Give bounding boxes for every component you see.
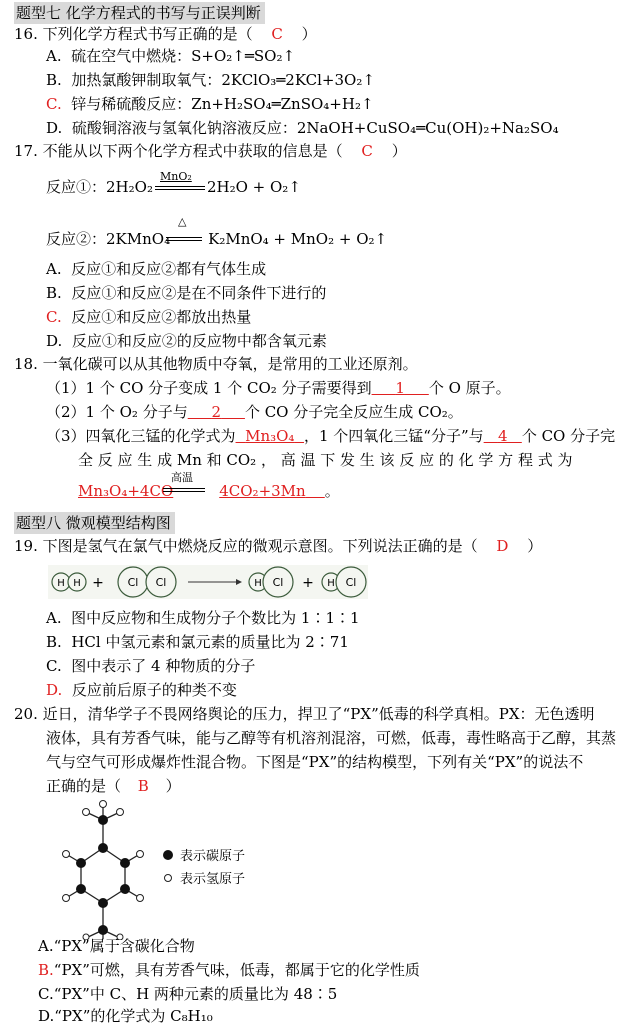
option-label: D. [46,332,63,350]
plus-sign: + [302,575,314,591]
q18-p2-post: 个 CO 分子完全反应生成 CO₂。 [244,403,463,421]
q19-stem-text: 19. 下图是氢气在氯气中燃烧反应的微观示意图。下列说法正确的是（ [14,537,478,555]
option-text: 反应①和反应②都有气体生成 [71,260,267,278]
q18-equation [78,480,340,501]
q18-eq-right: 4CO₂+3Mn [219,482,306,500]
q16-option-b [46,70,375,90]
q18-eq-end: 。 [324,482,340,500]
q18-p3-answer-1 [236,427,304,445]
carbon-legend-marker [163,850,173,860]
q18-part-2 [46,402,463,422]
reaction-2-condition: △ [178,215,187,228]
q19-stem [14,536,542,556]
option-text: “PX”的化学式为 C₈H₁₀ [54,1007,213,1025]
section-title-7: 题型七 化学方程式的书写与正误判断 [14,2,265,24]
reaction-2-right: K₂MnO₄ + MnO₂ + O₂↑ [208,230,388,248]
option-text: “PX”属于含碳化合物 [53,937,195,955]
q19-reaction-diagram [46,562,376,602]
q18-eq-left: Mn₃O₄+4CO [78,482,174,500]
q16-close: ） [301,25,317,43]
option-label: A. [38,937,54,955]
option-label: A. [46,609,62,627]
q18-p3-line2: 全 反 应 生 成 Mn 和 CO₂ ， 高 温 下 发 生 该 反 应 的 化 学 方 程 式 为 [78,451,573,469]
h-label: H [57,578,65,589]
q17-close: ） [391,142,407,160]
q20-option-a [38,936,195,956]
legend [163,848,245,887]
q20-close: ） [165,777,181,795]
q19-option-b [46,632,349,652]
q18-p1-post: 个 O 原子。 [428,379,511,397]
q20-answer: B [137,777,149,795]
q18-p2-pre: （2）1 个 O₂ 分子与 [46,403,188,421]
q18-p1-answer-text: 1 [395,379,405,397]
cl-label: Cl [155,576,167,589]
reaction-1-right: 2H₂O + O₂↑ [206,178,301,196]
cl-label: Cl [272,576,284,589]
q18-p3-answer-2 [484,427,522,445]
section-title-8: 题型八 微观模型结构图 [14,512,175,534]
q19-option-c [46,656,255,676]
q18-part-1 [46,378,511,398]
option-text: 锌与稀硫酸反应：Zn+H₂SO₄═ZnSO₄+H₂↑ [71,95,374,113]
option-text: HCl 中氢元素和氯元素的质量比为 2∶71 [71,633,349,651]
option-text: 反应①和反应②是在不同条件下进行的 [71,284,327,302]
q16-option-a [46,46,295,66]
q17-stem-text: 17. 不能从以下两个化学方程式中获取的信息是（ [14,142,343,160]
reaction-2 [46,228,387,249]
q18-p2-answer [188,403,245,421]
q17-answer: C [361,142,373,160]
reaction-2-left: 2KMnO₄ [106,230,171,248]
q17-option-a [46,259,266,279]
q18-p3-post: 个 CO 分子完 [521,427,616,445]
option-label: A. [46,260,62,278]
q16-answer: C [271,25,283,43]
q20-line-2: 液体，具有芳香气味，能与乙醇等有机溶剂混溶，可燃，低毒，毒性略高于乙醇，其蒸 [46,729,617,747]
q18-eq-pad [306,482,325,500]
q20-option-d [38,1006,213,1026]
q19-option-a [46,608,360,628]
option-text: 图中表示了 4 种物质的分子 [71,657,256,675]
q20-option-c [38,984,337,1004]
q16-stem [14,24,317,44]
option-label: A. [46,47,62,65]
h-label: H [327,578,335,589]
q18-p1-pre: （1）1 个 CO 分子变成 1 个 CO₂ 分子需要得到 [46,379,372,397]
q18-p1-answer [372,379,429,397]
option-text: 反应①和反应②都放出热量 [71,308,252,326]
plus-sign: + [92,575,104,591]
q18-stem: 18. 一氧化碳可以从其他物质中夺氧，是常用的工业还原剂。 [14,355,418,373]
option-label: C. [38,985,54,1003]
q18-p3-mid: ，1 个四氧化三锰“分子”与 [303,427,484,445]
hydrogen-legend-marker [165,875,172,882]
q20-option-b [38,960,420,980]
q18-p3-answer-2-text: 4 [497,427,508,445]
q17-option-b [46,283,326,303]
option-text: 图中反应物和生成物分子个数比为 1∶1∶1 [71,609,360,627]
hydrogen-legend-label: 表示氢原子 [180,872,246,887]
option-label: C. [46,95,62,113]
option-label: B. [38,961,54,979]
q17-option-d [46,331,327,351]
q18-eq-condition: 高温 [171,471,193,484]
q16-option-c [46,94,374,114]
q18-p2-answer-text: 2 [211,403,222,421]
q17-option-c [46,307,251,327]
cl-label: Cl [345,576,357,589]
reaction-2-label: 反应②： [46,230,107,248]
q16-option-d [46,118,559,138]
cl-label: Cl [127,576,139,589]
q19-option-d [46,680,237,700]
q18-p3-pre: （3）四氧化三锰的化学式为 [46,427,236,445]
q19-close: ） [527,537,543,555]
h-label: H [254,578,262,589]
reaction-1-condition: MnO₂ [160,170,192,183]
option-label: C. [46,657,62,675]
q18-eq-equals [163,488,205,492]
option-label: D. [46,681,63,699]
option-label: C. [46,308,62,326]
option-label: D. [46,119,63,137]
q17-stem [14,141,407,161]
q20-line-4-text: 正确的是（ [46,777,122,795]
option-label: B. [46,284,62,302]
px-structure-model [50,800,280,940]
q18-part-3 [46,426,615,446]
q20-line-4 [46,776,181,796]
option-text: 硫在空气中燃烧：S+O₂↑═SO₂↑ [71,47,296,65]
option-text: 加热氯酸钾制取氧气：2KClO₃═2KCl+3O₂↑ [71,71,375,89]
q19-answer: D [496,537,509,555]
q18-p3-answer-1-text: Mn₃O₄ [245,427,295,445]
option-text: 反应①和反应②的反应物中都含氧元素 [71,332,327,350]
option-text: “PX”可燃，具有芳香气味，低毒，都属于它的化学性质 [53,961,420,979]
reaction-2-equals [166,237,202,241]
reaction-1-left: 2H₂O₂ [106,178,153,196]
q20-line-1: 20. 近日，清华学子不畏网络舆论的压力，捍卫了“PX”低毒的科学真相。PX：无色透明 [14,705,595,723]
option-label: D. [38,1007,55,1025]
option-text: “PX”中 C、H 两种元素的质量比为 48∶5 [53,985,338,1003]
h-label: H [73,578,81,589]
reaction-1-label: 反应①： [46,178,107,196]
q16-stem-text: 16. 下列化学方程式书写正确的是（ [14,25,253,43]
reaction-1-equals [155,186,205,190]
carbon-legend-label: 表示碳原子 [180,849,246,864]
option-text: 硫酸铜溶液与氢氧化钠溶液反应：2NaOH+CuSO₄═Cu(OH)₂+Na₂SO₄ [71,119,559,137]
option-label: B. [46,633,62,651]
option-label: B. [46,71,62,89]
option-text: 反应前后原子的种类不变 [71,681,237,699]
q20-line-3: 气与空气可形成爆炸性混合物。下图是“PX”的结构模型，下列有关“PX”的说法不 [46,753,584,771]
